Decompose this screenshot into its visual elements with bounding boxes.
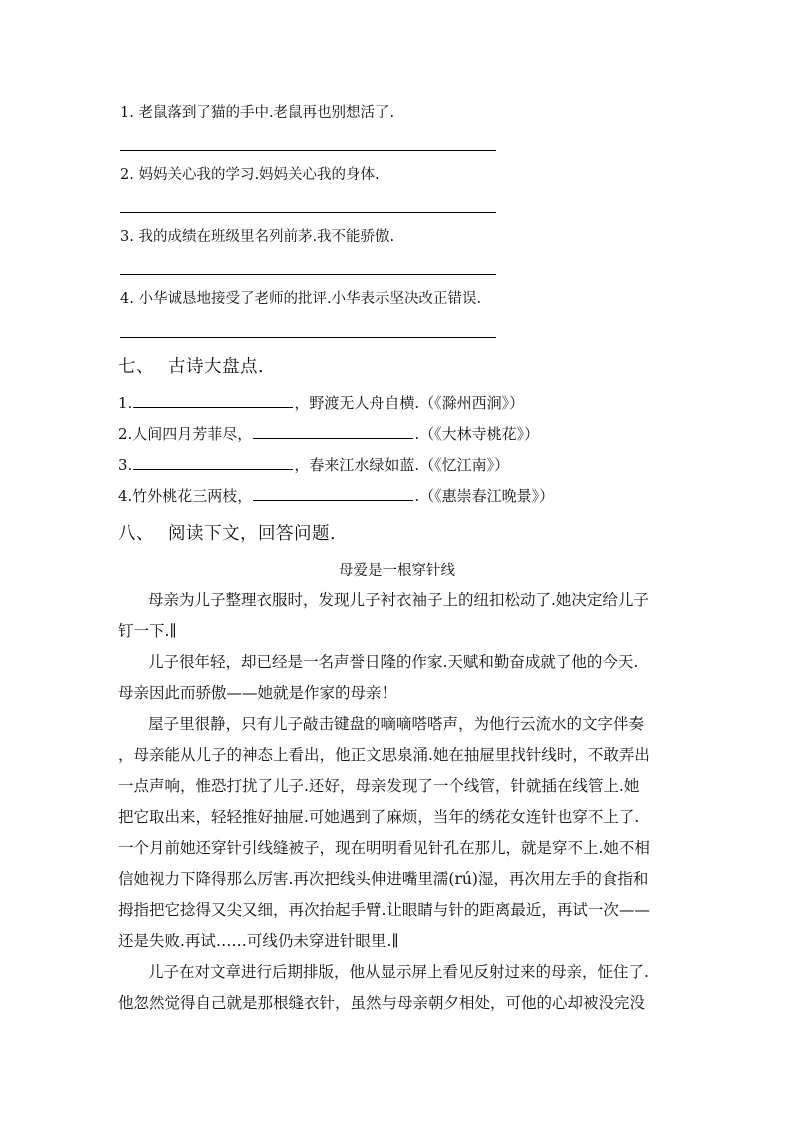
section-8-title: 阅读下文，回答问题. xyxy=(168,524,337,544)
poem-question-1 xyxy=(118,392,524,414)
poem-2-prefix: 2.人间四月芳菲尽， xyxy=(118,425,253,443)
poem-3-blank[interactable] xyxy=(133,454,293,470)
passage-line: 钉一下.∥ xyxy=(118,622,177,640)
passage-line: 把它取出来，轻轻推好抽屉.可她遇到了麻烦，当年的绣花女连针也穿不上了. xyxy=(118,808,640,826)
sentence-question-3: 3. 我的成绩在班级里名列前茅.我不能骄傲. xyxy=(120,229,395,245)
passage-line: 儿子在对文章进行后期排版，他从显示屏上看见反射过来的母亲，怔住了. xyxy=(148,963,649,981)
passage-line: 母亲为儿子整理衣服时，发现儿子衬衣袖子上的纽扣松动了.她决定给儿子 xyxy=(148,591,649,609)
poem-4-suffix: .（《惠崇春江晚景》） xyxy=(414,487,555,505)
passage-line: 儿子很年轻，却已经是一名声誉日隆的作家.天赋和勤奋成就了他的今天. xyxy=(148,653,639,671)
poem-question-3 xyxy=(118,454,509,476)
poem-question-2 xyxy=(118,423,539,445)
passage-line: 拇指把它捻得又尖又细，再次抬起手臂.让眼睛与针的距离最近，再试一次—— xyxy=(118,901,650,919)
poem-4-blank[interactable] xyxy=(253,485,413,501)
poem-2-suffix: .（《大林寺桃花》） xyxy=(414,425,540,443)
sentence-question-1: 1. 老鼠落到了猫的手中.老鼠再也别想活了. xyxy=(120,105,395,121)
passage-line: 信她视力下降得那么厉害.再次把线头伸进嘴里濡(rú)湿，再次用左手的食指和 xyxy=(118,870,649,888)
passage-line: ，母亲能从儿子的神态上看出，他正文思泉涌.她在抽屉里找针线时，不敢弄出 xyxy=(118,746,650,764)
poem-3-suffix: ，春来江水绿如蓝.（《忆江南》） xyxy=(294,456,510,474)
section-7-heading xyxy=(118,355,264,379)
passage-line: 一个月前她还穿针引线缝被子，现在明明看见针孔在那儿，就是穿不上.她不相 xyxy=(118,839,650,857)
section-8-heading xyxy=(118,522,336,546)
poem-1-prefix: 1. xyxy=(118,394,133,412)
passage-line: 一点声响，惟恐打扰了儿子.还好，母亲发现了一个线管，针就插在线管上.她 xyxy=(118,777,640,795)
passage-line: 他忽然觉得自己就是那根缝衣针，虽然与母亲朝夕相处，可他的心却被没完没 xyxy=(118,994,646,1012)
passage-line: 还是失败.再试……可线仍未穿进针眼里.∥ xyxy=(118,932,399,950)
section-7-number: 七、 xyxy=(118,357,154,377)
sentence-question-2: 2. 妈妈关心我的学习.妈妈关心我的身体. xyxy=(120,167,380,183)
answer-line-4[interactable] xyxy=(120,337,496,338)
section-7-title: 古诗大盘点. xyxy=(168,357,265,377)
answer-line-1[interactable] xyxy=(120,150,496,151)
poem-3-prefix: 3. xyxy=(118,456,133,474)
poem-2-blank[interactable] xyxy=(253,423,413,439)
poem-1-suffix: ，野渡无人舟自横.（《滁州西涧》） xyxy=(294,394,525,412)
answer-line-2[interactable] xyxy=(120,212,496,213)
sentence-question-4: 4. 小华诚恳地接受了老师的批评.小华表示坚决改正错误. xyxy=(120,291,482,307)
passage-line: 母亲因此而骄傲——她就是作家的母亲！ xyxy=(118,684,398,702)
answer-line-3[interactable] xyxy=(120,274,496,275)
poem-1-blank[interactable] xyxy=(133,392,293,408)
passage-title: 母爱是一根穿针线 xyxy=(339,563,455,579)
poem-4-prefix: 4.竹外桃花三两枝， xyxy=(118,487,253,505)
passage-line: 屋子里很静，只有儿子敲击键盘的嘀嘀嗒嗒声，为他行云流水的文字伴奏 xyxy=(148,715,645,733)
poem-question-4 xyxy=(118,485,554,507)
section-8-number: 八、 xyxy=(118,524,154,544)
